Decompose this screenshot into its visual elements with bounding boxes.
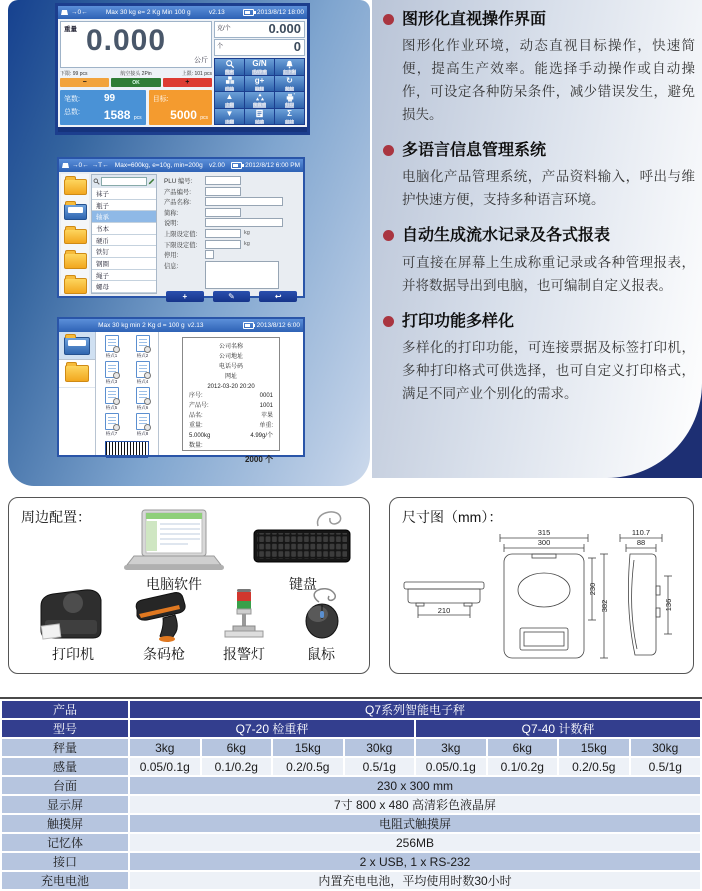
open-folder-icon — [64, 337, 90, 355]
edit-icon — [148, 178, 155, 185]
total-value: 1588 — [103, 108, 131, 122]
upper-limit-label: 上限: 101 pcs — [181, 71, 213, 77]
product-number-field[interactable] — [205, 187, 241, 196]
receipt-total: 2000 个 — [244, 454, 273, 464]
format-item[interactable]: 格式7 — [98, 413, 125, 437]
battery-icon — [243, 9, 254, 16]
short-name-field[interactable] — [205, 208, 241, 217]
format-item[interactable]: 格式2 — [129, 335, 156, 359]
document-icon — [136, 361, 150, 378]
feature-title: 图形化直视操作界面 — [402, 11, 547, 28]
disable-checkbox[interactable] — [205, 250, 214, 259]
open-folder-icon[interactable] — [64, 204, 87, 220]
target-value: 5000 — [170, 108, 197, 122]
capacity-text: Max=600kg, e=10g, min=200g — [114, 162, 203, 169]
reset-icon: ↻ — [286, 75, 293, 85]
table-row: 接口 2 x USB, 1 x RS-232 — [1, 852, 701, 871]
zero-flag: →0← — [71, 9, 88, 16]
feature-body: 多样化的打印功能，可连接票据及标签打印机，多种打印格式可供选择，也可自定义打印格式，满足不同产业个别化的需求。 — [402, 339, 695, 401]
preset-weight-icon — [255, 92, 265, 102]
keyboard-icon — [252, 506, 354, 575]
edit-button[interactable]: ✎ — [213, 291, 251, 302]
scale-icon — [61, 10, 68, 15]
plu-number-field[interactable] — [205, 176, 241, 185]
peripherals-title: 周边配置： — [21, 509, 91, 525]
weight-display — [60, 21, 212, 68]
description-field[interactable] — [205, 218, 283, 227]
feature-body: 可直接在屏幕上生成称重记录或各种管理报表，并将数据导出到电脑，也可编制自定义报表。 — [402, 254, 695, 293]
search-input[interactable] — [101, 177, 147, 186]
list-item[interactable]: 绳子 — [92, 270, 156, 282]
gross-net-icon: G/N — [252, 59, 267, 68]
feature-list — [383, 10, 695, 420]
target-panel: 目标: 5000 pcs — [149, 90, 212, 125]
product-form: PLU 编号: 产品编号: 产品名称: 简称: 说明: 上限设定值: kg 下限设定值: kg 停用: 信息: + ✎ ↩ — [159, 174, 301, 294]
category-folder-column — [61, 174, 89, 294]
table-row: 型号 Q7-20 检重秤 Q7-40 计数秤 — [1, 719, 701, 738]
feature-body: 图形化作业环境，动态直视目标操作，快速简便，提高生产效率。能选择手动操作或自动操作，可设定各种防呆条件，减少错误发生，避免损失。 — [402, 38, 695, 123]
lower-limit-label: 下限: 99 pcs — [60, 71, 88, 77]
format-item[interactable]: 格式5 — [98, 387, 125, 411]
over-limit-bar: + — [163, 78, 212, 87]
limits-button[interactable]: 上下限 — [275, 59, 304, 75]
weight-unit: 公斤 — [194, 57, 208, 64]
sidebar-item[interactable] — [59, 360, 95, 388]
feature-title: 多语言信息管理系统 — [402, 142, 547, 160]
laptop-label: 电脑软件 — [146, 576, 202, 592]
svg-text:315: 315 — [537, 528, 551, 537]
svg-text:300: 300 — [537, 538, 551, 547]
feature-body: 电脑化产品管理系统，产品资料输入，呼出与维护快速方便，支持多种语言环境。 — [402, 169, 695, 208]
document-icon — [105, 361, 119, 378]
connector-label: 航空接头 2Pin — [120, 71, 152, 77]
dimension-drawing — [396, 524, 688, 670]
keyboard-label: 键盘 — [289, 576, 317, 592]
printer-icon — [33, 588, 113, 647]
barcode-scanner-icon — [129, 592, 199, 647]
datetime: 2013/8/12 18:00 — [257, 9, 305, 16]
status-bar — [59, 159, 303, 172]
folder-icon[interactable] — [64, 229, 87, 245]
search-button[interactable]: 搜索 — [215, 59, 244, 75]
weight-label: 重量 — [64, 26, 77, 33]
unit-weight-box: 克/个 0.000 — [214, 21, 305, 38]
table-row: 感量 0.05/0.1g 0.1/0.2g 0.2/0.5g 0.5/1g 0.05/0.1g 0.1/0.2g 0.2/0.5g 0.5/1g — [1, 757, 701, 776]
alarm-light-icon — [217, 584, 271, 647]
list-item[interactable]: 袜子 — [92, 188, 156, 200]
bullet-icon — [383, 14, 394, 25]
table-row: 显示屏 7寸 800 x 480 高清彩色液晶屏 — [1, 795, 701, 814]
sidebar-item-selected[interactable] — [59, 332, 95, 360]
count-box: 个 0 — [214, 39, 305, 56]
table-row: 秤量 3kg 6kg 15kg 30kg 3kg 6kg 15kg 30kg — [1, 738, 701, 757]
total-button[interactable]: Σ 总计 — [275, 109, 304, 125]
product-button[interactable]: 产品 — [215, 76, 244, 92]
status-bar — [59, 319, 303, 332]
folder-icon[interactable] — [64, 179, 87, 195]
bullet-icon — [383, 316, 394, 327]
svg-text:230: 230 — [588, 582, 597, 596]
document-icon — [136, 335, 150, 352]
printer-label: 打印机 — [52, 646, 94, 662]
preset-weight-button[interactable]: 预置重 — [245, 92, 274, 108]
table-row: 触摸屏 电阻式触摸屏 — [1, 814, 701, 833]
screenshot-product-management-ui — [57, 157, 305, 301]
screenshot-print-format-ui — [57, 317, 305, 464]
total-icon: Σ — [287, 108, 292, 118]
svg-text:88: 88 — [636, 538, 646, 547]
record-button[interactable]: 记录 — [245, 109, 274, 125]
format-sidebar — [59, 332, 96, 455]
feature-item — [383, 141, 695, 211]
capacity-text: Max 30 kg e= 2 Kg Min 100 g — [105, 9, 191, 16]
product-name-field[interactable] — [205, 197, 283, 206]
svg-text:210: 210 — [437, 606, 451, 615]
search-icon — [225, 59, 235, 69]
record-icon — [255, 109, 264, 119]
folder-icon[interactable] — [64, 278, 87, 294]
folder-icon[interactable] — [64, 253, 87, 269]
svg-text:382: 382 — [600, 599, 609, 613]
format-item[interactable]: 格式1 — [98, 335, 125, 359]
back-button[interactable]: ↩ — [259, 291, 297, 302]
print-button[interactable]: 打印 — [275, 92, 304, 108]
gross-net-button[interactable]: G/N 毛/净重 — [245, 59, 274, 75]
status-bar — [58, 6, 307, 19]
folder-icon — [65, 365, 89, 382]
format-item[interactable]: 格式3 — [98, 361, 125, 385]
lower-limit-field[interactable] — [205, 240, 241, 249]
feature-item — [383, 226, 695, 296]
count-stats-panel: 笔数: 99 总数: 1588 pcs — [60, 90, 146, 125]
feature-item — [383, 312, 695, 405]
sample-icon: g+ — [254, 75, 265, 85]
laptop-icon — [114, 510, 234, 577]
format-item[interactable]: 格式4 — [129, 361, 156, 385]
search-icon — [93, 178, 100, 185]
table-row: 产品 Q7系列智能电子秤 — [1, 700, 701, 719]
dimensions-box — [389, 497, 694, 674]
barcode-scanner-label: 条码枪 — [143, 646, 185, 662]
format-grid — [96, 332, 159, 455]
list-item-selected[interactable]: 轴承 — [92, 211, 156, 223]
screen-footer-bar — [58, 127, 307, 132]
feature-item — [383, 10, 695, 126]
svg-text:136: 136 — [664, 598, 673, 612]
feature-title: 自动生成流水记录及各式报表 — [402, 227, 611, 245]
feature-title: 打印功能多样化 — [402, 312, 515, 330]
weight-value: 0.000 — [85, 24, 167, 57]
list-item[interactable]: 瓶子 — [92, 200, 156, 212]
dimensions-title: 尺寸图（mm）： — [402, 509, 503, 525]
tare-flag: →T← — [91, 162, 109, 169]
firmware-version: v2.13 — [208, 9, 225, 16]
page-up-button[interactable]: ▲ 上翻 — [215, 92, 244, 108]
format-item[interactable]: 格式6 — [129, 387, 156, 411]
bell-icon — [285, 59, 294, 69]
scale-icon — [62, 163, 69, 168]
search-row[interactable] — [92, 175, 156, 188]
add-button[interactable]: + — [166, 291, 204, 302]
battery-icon — [243, 322, 254, 329]
upper-limit-field[interactable] — [205, 229, 241, 238]
format-item[interactable]: 格式8 — [129, 413, 156, 437]
page-down-button[interactable]: ▼ 下翻 — [215, 109, 244, 125]
function-button-grid — [214, 58, 305, 125]
under-limit-bar: − — [60, 78, 109, 87]
info-textarea[interactable] — [205, 261, 279, 289]
bullet-icon — [383, 145, 394, 156]
document-icon — [136, 413, 150, 430]
receipt-preview: 公司名称 公司地址 电话号码 网址 2012-03-20 20:20 序号: 0001 产品号: 1001 品名: 苹果 重量: 单重: 5.000kg 4.99g/个 数量: 2000 个 — [182, 337, 280, 451]
pcs-value: 99 — [104, 93, 116, 104]
list-item[interactable]: 螺母 — [92, 281, 156, 293]
reset-button[interactable]: ↻ 复位 — [275, 76, 304, 92]
table-row: 记忆体 256MB — [1, 833, 701, 852]
barcode-icon[interactable] — [105, 441, 149, 456]
svg-text:110.7: 110.7 — [631, 528, 651, 537]
bullet-icon — [383, 230, 394, 241]
zero-flag: →0← — [72, 162, 89, 169]
capacity-text: Max 30 kg min 2 Kg d = 100 g — [98, 322, 185, 329]
list-item[interactable]: 铁钉 — [92, 246, 156, 258]
print-icon — [285, 92, 295, 102]
datetime: 2012/8/12 6:00 PM — [245, 162, 301, 169]
list-item[interactable]: 硬币 — [92, 235, 156, 247]
page-down-icon: ▼ — [225, 108, 234, 118]
table-row: 充电电池 内置充电电池，平均使用时数30小时 — [1, 871, 701, 890]
ok-bar: OK — [111, 78, 160, 87]
document-icon — [105, 387, 119, 404]
product-icon — [225, 76, 235, 86]
spec-table — [0, 699, 702, 891]
sampling-button[interactable]: g+ 取样 — [245, 76, 274, 92]
firmware-version: v2.00 — [208, 162, 225, 169]
peripherals-box — [8, 497, 370, 674]
document-icon — [105, 413, 119, 430]
mouse-label: 鼠标 — [307, 646, 335, 662]
page-up-icon: ▲ — [225, 92, 234, 101]
spec-table-wrap — [0, 697, 702, 888]
document-icon — [105, 335, 119, 352]
alarm-light-label: 报警灯 — [223, 646, 265, 662]
document-icon — [136, 387, 150, 404]
mouse-icon — [291, 586, 353, 645]
product-list — [91, 174, 157, 294]
screenshot-weighing-ui — [55, 3, 310, 135]
table-row: 台面 230 x 300 mm — [1, 776, 701, 795]
list-item[interactable]: 钢圈 — [92, 258, 156, 270]
list-item[interactable]: 书本 — [92, 223, 156, 235]
datetime: 2013/8/12 6:00 — [256, 322, 301, 329]
battery-icon — [231, 162, 242, 169]
firmware-version: v2.13 — [187, 322, 204, 329]
